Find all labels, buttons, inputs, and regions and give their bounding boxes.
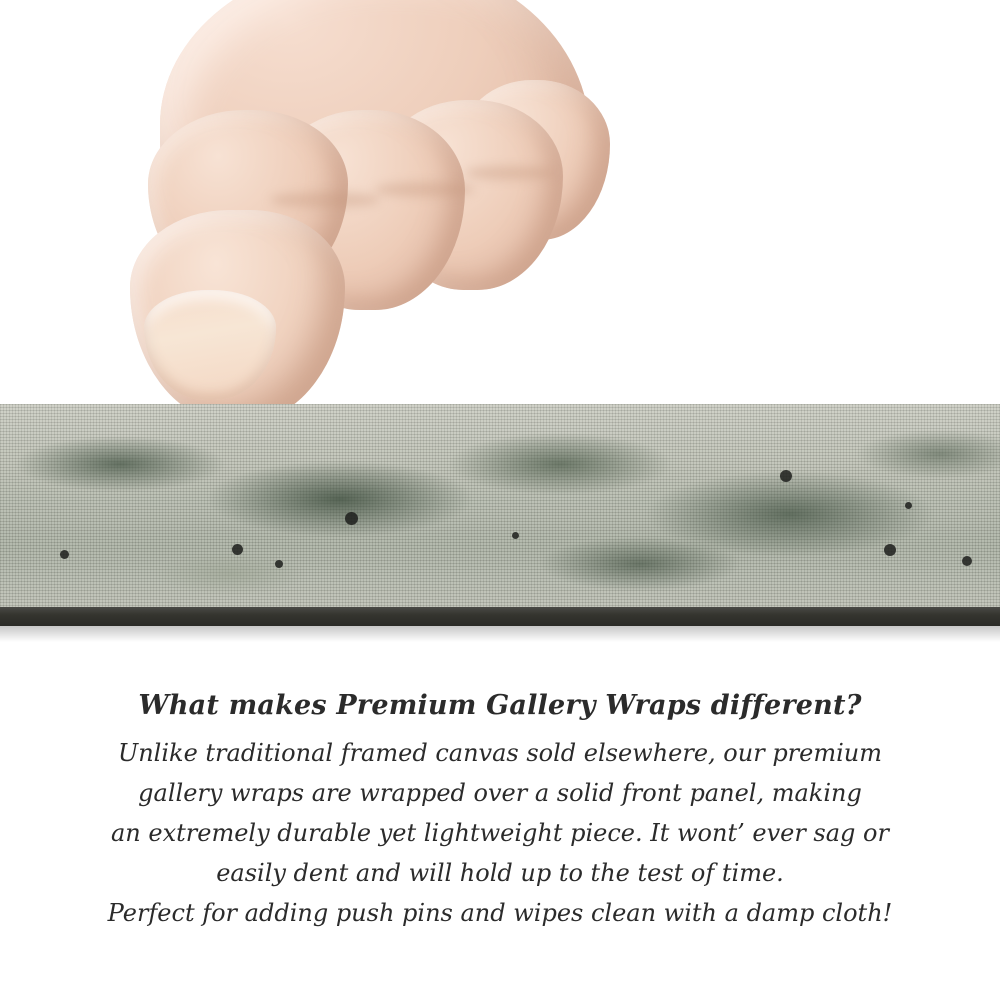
caption-heading: What makes Premium Gallery Wraps different? xyxy=(138,690,862,721)
canvas-speck xyxy=(60,550,69,559)
caption-line-1: Unlike traditional framed canvas sold elsewhere, our premium xyxy=(117,739,882,767)
canvas-speck xyxy=(275,560,283,568)
caption-line-4: easily dent and will hold up to the test of time. xyxy=(216,859,784,887)
canvas-speck xyxy=(512,532,519,539)
canvas-speck xyxy=(905,502,912,509)
canvas-side-edge xyxy=(0,607,1000,626)
caption-block xyxy=(0,690,1000,933)
canvas-speck xyxy=(884,544,896,556)
canvas-wrap-slab xyxy=(0,404,1000,626)
caption-line-2: gallery wraps are wrapped over a solid front panel, making xyxy=(138,779,862,807)
hand-illustration xyxy=(120,0,600,420)
canvas-speck xyxy=(232,544,243,555)
canvas-speck xyxy=(345,512,358,525)
caption-line-3: an extremely durable yet lightweight piece. It wont’ ever sag or xyxy=(111,819,889,847)
canvas-printed-face xyxy=(0,404,1000,609)
knuckle-crease xyxy=(270,192,380,208)
caption-line-5: Perfect for adding push pins and wipes clean with a damp cloth! xyxy=(107,899,893,927)
knuckle-crease xyxy=(465,166,555,180)
canvas-speck xyxy=(962,556,972,566)
knuckle-crease xyxy=(375,182,475,197)
canvas-drop-shadow xyxy=(0,626,1000,642)
canvas-speck xyxy=(780,470,792,482)
